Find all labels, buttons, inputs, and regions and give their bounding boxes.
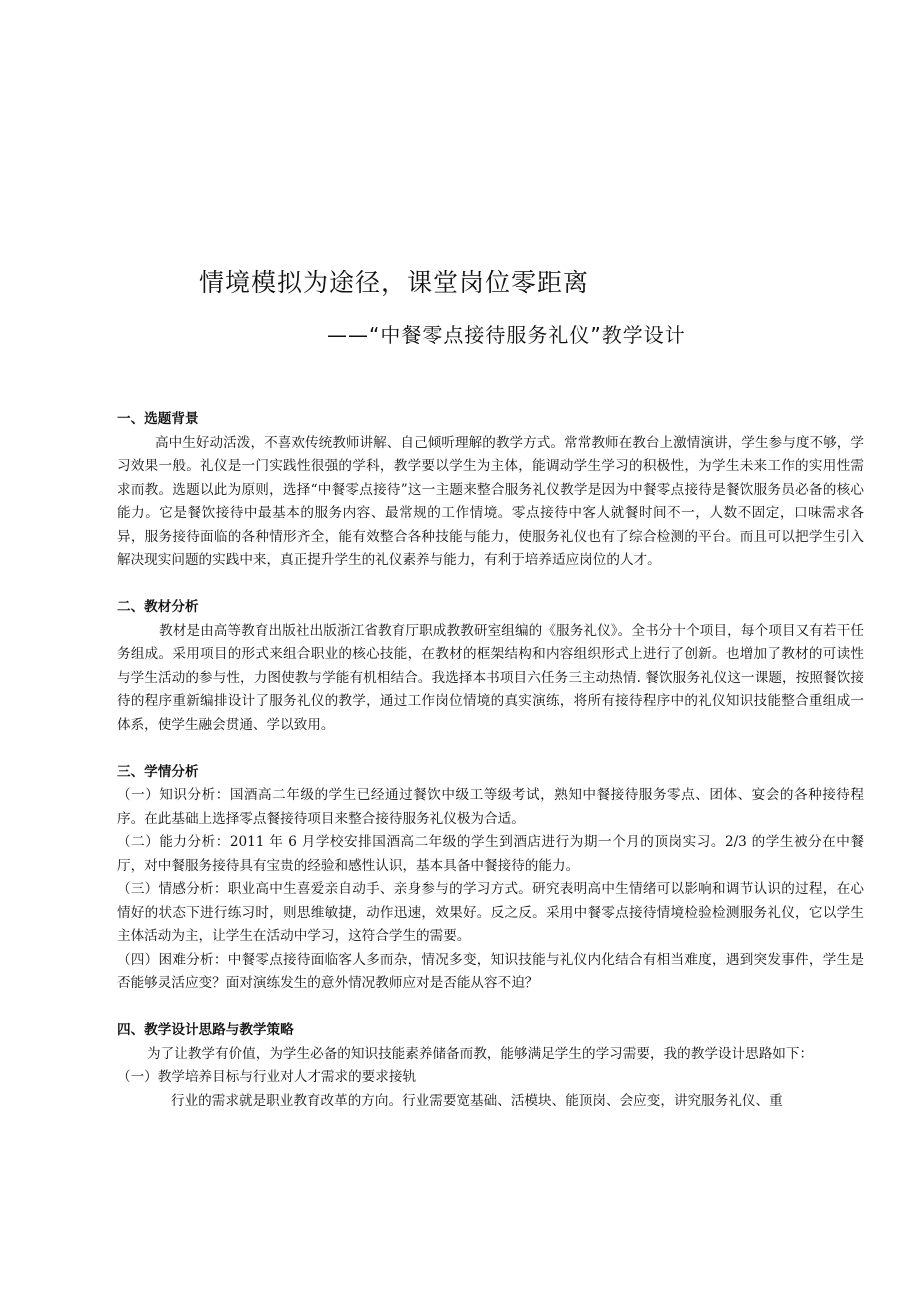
section-heading-design: 四、教学设计思路与教学策略 <box>117 1022 294 1038</box>
document-body <box>117 408 864 1113</box>
paragraph-background: 高中生好动活泼，不喜欢传统教师讲解、自己倾听理解的教学方式。常常教师在教台上激情演讲，学生参与度不够，学习效果一般。礼仪是一门实践性很强的学科，教学要以学生为主体，能调动学生学习的积极性，为学生未来工作的实用性需求而教。选题以此为原则，选择“中餐零点接待”这一主题来整合服务礼仪教学是因为中餐零点接待是餐饮服务员必备的核心能力。它是餐饮接待中最基本的服务内容、最常规的工作情境。零点接待中客人就餐时间不一，人数不固定，口味需求各异，服务接待面临的各种情形齐全，能有效整合各种技能与能力，使服务礼仪也有了综合检测的平台。而且可以把学生引入解决现实问题的实践中来，真正提升学生的礼仪素养与能力，有利于培养适应岗位的人才。 <box>117 434 864 568</box>
paragraph-textbook: 教材是由高等教育出版社出版浙江省教育厅职成教教研室组编的《服务礼仪》。全书分十个项目，每个项目又有若干任务组成。采用项目的形式来组合职业的核心技能，在教材的框架结构和内容组织形式上进行了创新。也增加了教材的可读性与学生活动的参与性，力图使教与学能有机相结合。我选择本书项目六任务三主动热情. 餐饮服务礼仪这一课题，按照餐饮接待的程序重新编排设计了服务礼仪的教学，通过工作岗位情境的真实演练，将所有接待程序中的礼仪知识技能整合重组成一体系，使学生融会贯通、学以致用。 <box>117 622 864 733</box>
section-heading-learner: 三、学情分析 <box>117 763 199 780</box>
spacer <box>117 996 864 1020</box>
paragraph-knowledge: （一）知识分析：国酒高二年级的学生已经通过餐饮中级工等级考试，熟知中餐接待服务零点、团体、宴会的各种接待程序。在此基础上选择零点餐接待项目来整合接待服务礼仪极为合适。 <box>117 787 864 827</box>
section-heading-textbook: 二、教材分析 <box>117 599 199 615</box>
paragraph-emotion: （三）情感分析：职业高中生喜爱亲自动手、亲身参与的学习方式。研究表明高中生情绪可以影响和调节认识的过程，在心情好的状态下进行练习时，则思维敏捷，动作迅速，效果好。反之反。采用中餐零点接待情境检验检测服务礼仪，它以学生主体活动为主，让学生在活动中学习，这符合学生的需要。 <box>117 881 864 944</box>
document-title: 情境模拟为途径，课堂岗位零距离 <box>199 268 590 297</box>
section-heading-background: 一、选题背景 <box>117 411 199 427</box>
document-subtitle: ——“中餐零点接待服务礼仪”教学设计 <box>327 323 686 347</box>
spacer <box>117 573 864 597</box>
paragraph-design-intro: 为了让教学有价值，为学生必备的知识技能素养储备而教，能够满足学生的学习需要，我的教学设计思路如下： <box>147 1045 814 1062</box>
spacer <box>117 737 864 761</box>
paragraph-difficulty: （四）困难分析：中餐零点接待面临客人多而杂，情况多变，知识技能与礼仪内化结合有相当难度，遇到突发事件，学生是否能够灵活应变？面对演练发生的意外情况教师应对是否能从容不迫？ <box>117 951 864 991</box>
paragraph-design-industry: 行业的需求就是职业教育改革的方向。行业需要宽基础、活模块、能顶岗、会应变，讲究服务礼仪、重 <box>171 1092 783 1109</box>
paragraph-ability: （二）能力分析：2011 年 6 月学校安排国酒高二年级的学生到酒店进行为期一个月的顶岗实习。2/3 的学生被分在中餐厅，对中餐服务接待具有宝贵的经验和感性认识，基本具备中餐接待的能力。 <box>117 834 864 874</box>
paragraph-design-subhead: （一）教学培养目标与行业对人才需求的要求接轨 <box>117 1069 417 1085</box>
